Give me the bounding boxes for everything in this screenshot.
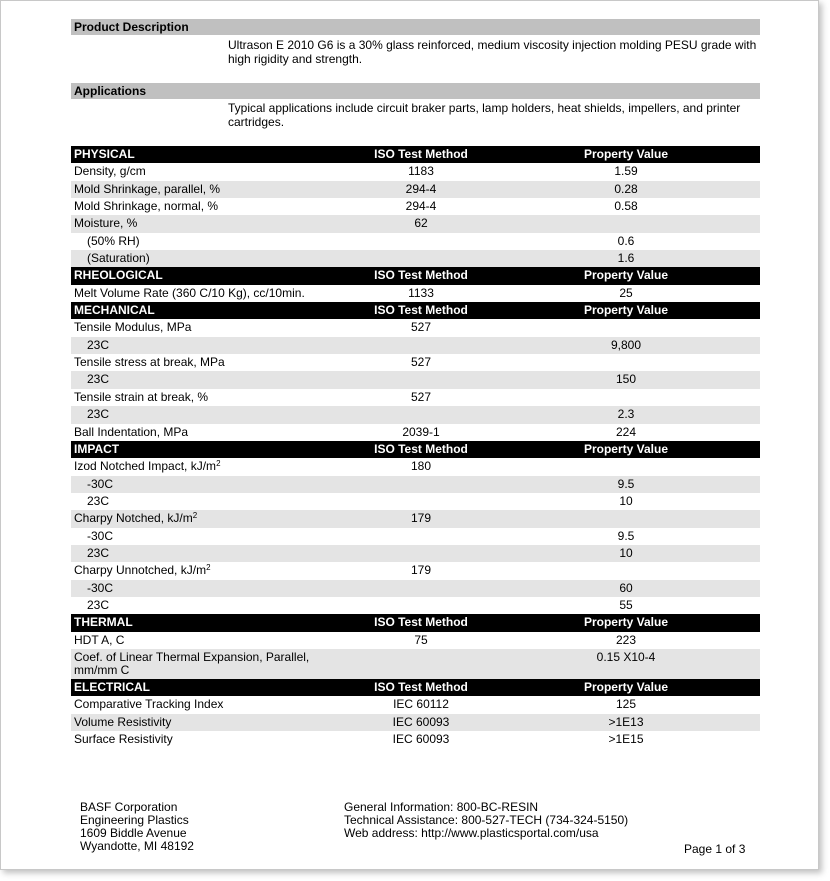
address-line: 1609 Biddle Avenue <box>80 826 187 840</box>
property-name: 23C <box>87 597 110 612</box>
section-title: MECHANICAL <box>74 303 155 318</box>
technical-assistance: Technical Assistance: 800-527-TECH (734-324-5150) <box>344 813 629 827</box>
unit-exponent: 2 <box>206 563 211 573</box>
table-row <box>71 510 760 527</box>
property-value: 1.59 <box>614 164 638 179</box>
table-row <box>71 319 760 336</box>
section-title: RHEOLOGICAL <box>74 268 163 283</box>
property-value: 0.15 X10-4 <box>596 649 656 664</box>
value-column-header: Property Value <box>583 679 669 694</box>
table-section-header <box>71 267 760 284</box>
unit-exponent: 2 <box>216 459 221 469</box>
test-method: IEC 60093 <box>392 732 450 746</box>
method-column-header: ISO Test Method <box>374 441 468 456</box>
method-column-header: ISO Test Method <box>374 268 468 283</box>
property-name: Tensile Modulus, MPa <box>74 320 192 335</box>
table-row <box>71 731 760 748</box>
table-row <box>71 406 760 423</box>
test-method: 2039-1 <box>402 424 440 439</box>
unit-exponent: 2 <box>192 511 198 521</box>
table-row <box>71 389 760 406</box>
table-row <box>71 163 760 180</box>
property-value: 10 <box>619 545 633 560</box>
table-row <box>71 233 760 250</box>
section-title: PHYSICAL <box>74 147 135 161</box>
test-method: 1183 <box>408 164 434 179</box>
table-row <box>71 215 760 232</box>
web-address: Web address: http://www.plasticsportal.com/usa <box>344 826 599 840</box>
property-name: 23C <box>87 407 110 422</box>
property-name: 23C <box>87 493 110 508</box>
test-method: 294-4 <box>405 199 437 214</box>
property-name: Volume Resistivity <box>74 714 172 729</box>
value-column-header: Property Value <box>583 441 669 456</box>
property-name: Density, g/cm <box>74 164 146 179</box>
table-row <box>71 632 760 649</box>
property-value: 0.58 <box>614 199 638 214</box>
address-line: Engineering Plastics <box>80 813 189 827</box>
table-row <box>71 714 760 731</box>
table-row <box>71 649 760 679</box>
property-name: -30C <box>87 476 114 491</box>
property-value: 60 <box>619 580 633 595</box>
test-method: IEC 60093 <box>392 714 450 729</box>
property-name: -30C <box>87 528 114 543</box>
property-value: 0.28 <box>614 181 638 196</box>
property-name: (50% RH) <box>87 233 140 248</box>
test-method: 179 <box>410 563 432 578</box>
table-row <box>71 562 760 579</box>
test-method: 527 <box>410 355 432 370</box>
test-method: 75 <box>414 632 428 647</box>
property-name: Charpy Unnotched, $kJ/m^2$ <box>74 563 211 578</box>
table-row <box>71 198 760 215</box>
property-name: HDT A, C <box>74 632 125 647</box>
applications-heading: Applications <box>71 83 760 99</box>
property-name: 23C <box>87 545 110 560</box>
property-name: Izod Notched Impact, $kJ/m^2$ <box>74 459 221 474</box>
table-row <box>71 354 760 371</box>
property-value: 223 <box>615 632 637 647</box>
applications-text: Typical applications include circuit braker parts, lamp holders, heat shields, impellers, and printer cartridges. <box>228 101 741 129</box>
table-row <box>71 696 760 713</box>
table-row <box>71 285 760 302</box>
value-column-header: Property Value <box>583 268 669 283</box>
table-row <box>71 250 760 267</box>
table-row <box>71 597 760 614</box>
test-method: IEC 60112 <box>393 697 449 712</box>
property-name: -30C <box>87 580 114 595</box>
property-name: Tensile strain at break, % <box>74 389 209 404</box>
property-value: >1E15 <box>608 732 644 746</box>
property-value: 55 <box>619 597 633 612</box>
property-name: Moisture, % <box>74 216 138 231</box>
property-value: 9,800 <box>610 337 642 352</box>
address-line: BASF Corporation <box>80 800 178 814</box>
test-method: 527 <box>410 389 432 404</box>
table-row <box>71 476 760 493</box>
property-name: 23C <box>87 337 110 352</box>
method-column-header: ISO Test Method <box>374 303 468 318</box>
footer-contact <box>344 801 628 840</box>
product-description-heading: Product Description <box>71 19 760 35</box>
property-value: 224 <box>615 424 637 439</box>
test-method: 180 <box>410 459 432 474</box>
general-information: General Information: 800-BC-RESIN <box>344 800 539 814</box>
property-value: 1.6 <box>617 251 635 266</box>
property-value: 125 <box>615 697 637 712</box>
property-name: Tensile stress at break, MPa <box>74 355 225 370</box>
page-number: Page 1 of 3 <box>684 842 746 856</box>
property-name: Mold Shrinkage, normal, % <box>74 199 219 214</box>
table-section-header <box>71 679 760 696</box>
table-row <box>71 458 760 475</box>
product-description-text: Ultrason E 2010 G6 is a 30% glass reinforced, medium viscosity injection molding PESU grade with high rigidity and strength. <box>228 38 757 66</box>
section-title: THERMAL <box>74 615 133 630</box>
table-row <box>71 528 760 545</box>
property-value: 25 <box>619 285 633 300</box>
properties-table <box>71 146 760 748</box>
property-name: Mold Shrinkage, parallel, % <box>74 181 221 196</box>
property-name: Coef. of Linear Thermal Expansion, Parallel, mm/mm C <box>74 649 310 677</box>
method-column-header: ISO Test Method <box>374 147 468 161</box>
property-value: 0.6 <box>617 233 635 248</box>
property-value: 9.5 <box>617 528 635 543</box>
table-row <box>71 424 760 441</box>
property-name: Charpy Notched, $kJ/m^2$ <box>74 511 198 526</box>
table-row <box>71 493 760 510</box>
test-method: 294-4 <box>405 181 437 196</box>
property-name: Comparative Tracking Index <box>74 697 224 712</box>
property-name: Surface Resistivity <box>74 732 173 746</box>
footer-address <box>80 801 194 853</box>
section-title: ELECTRICAL <box>74 679 150 694</box>
table-row <box>71 580 760 597</box>
property-value: 9.5 <box>617 476 635 491</box>
test-method: 62 <box>414 216 428 231</box>
address-line: Wyandotte, MI 48192 <box>80 839 194 853</box>
method-column-header: ISO Test Method <box>374 615 468 630</box>
property-name: Melt Volume Rate (360 C/10 Kg), cc/10min. <box>74 285 305 300</box>
value-column-header: Property Value <box>583 615 669 630</box>
test-method: 1133 <box>408 285 434 300</box>
property-value: >1E13 <box>608 714 644 729</box>
table-row <box>71 545 760 562</box>
table-row <box>71 371 760 388</box>
test-method: 527 <box>410 320 432 335</box>
property-value: 150 <box>615 372 637 387</box>
property-name: (Saturation) <box>87 251 150 266</box>
method-column-header: ISO Test Method <box>374 679 468 694</box>
table-section-header <box>71 441 760 458</box>
property-value: 2.3 <box>617 407 635 422</box>
property-value: 10 <box>619 493 633 508</box>
value-column-header: Property Value <box>583 147 669 161</box>
value-column-header: Property Value <box>583 303 669 318</box>
table-section-header <box>71 146 760 163</box>
property-name: Ball Indentation, MPa <box>74 424 189 439</box>
table-section-header <box>71 302 760 319</box>
test-method: 179 <box>410 511 432 526</box>
property-name: 23C <box>87 372 110 387</box>
table-row <box>71 337 760 354</box>
section-title: IMPACT <box>74 441 120 456</box>
table-row <box>71 181 760 198</box>
table-section-header <box>71 614 760 631</box>
